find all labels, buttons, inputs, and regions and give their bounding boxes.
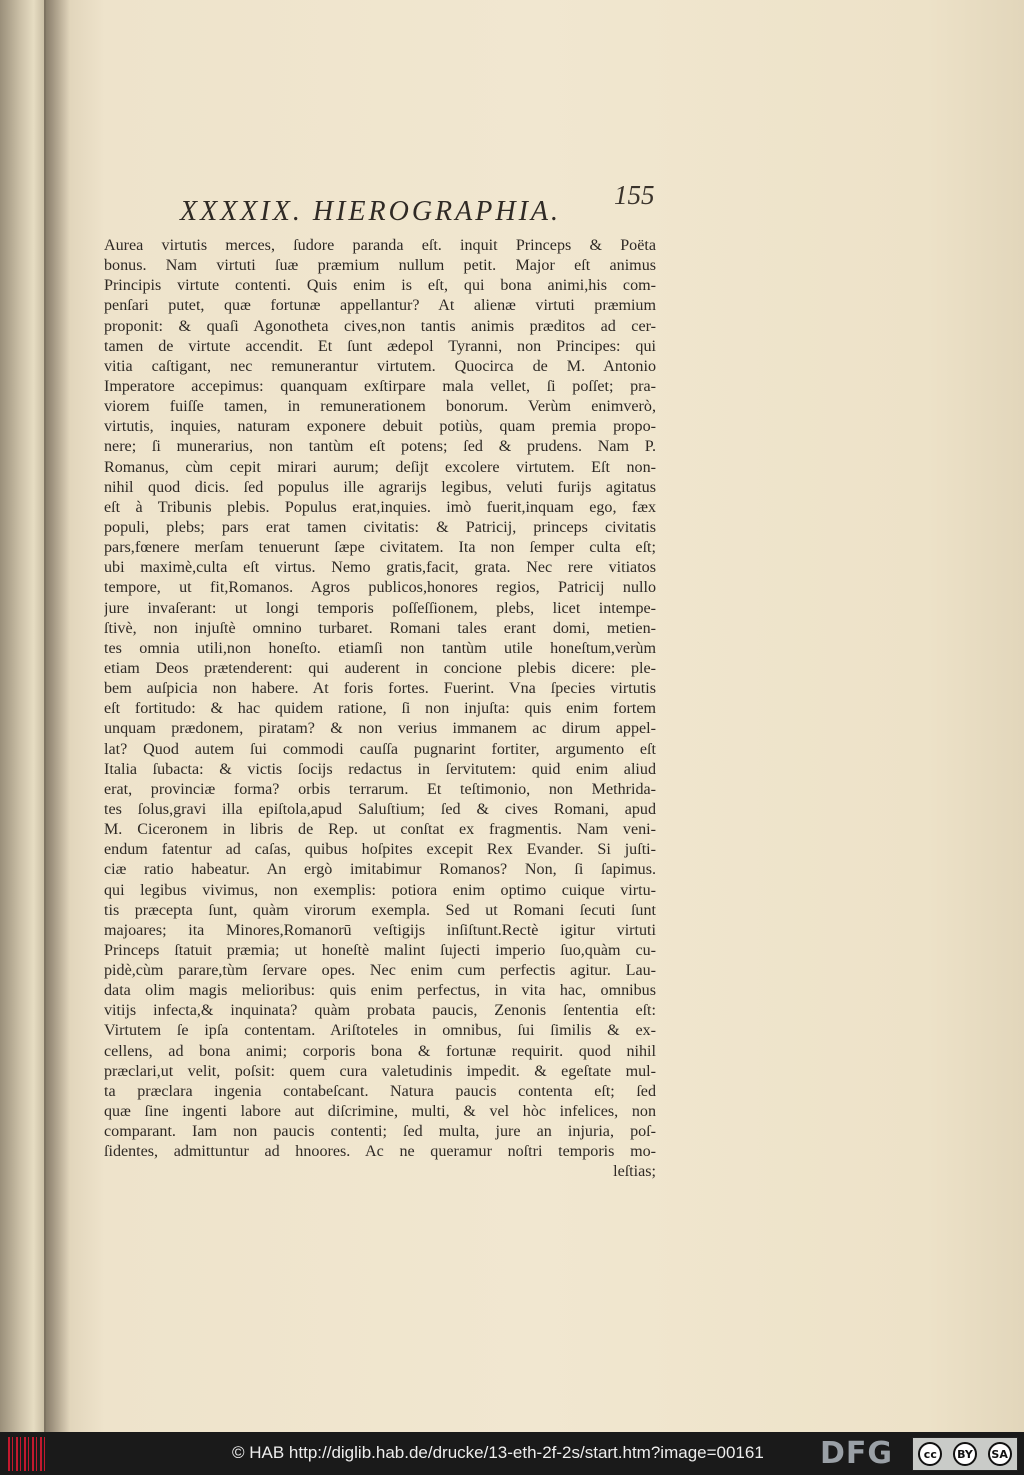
text-line: tempore, ut fit,Romanos. Agros publicos,honores regios, Patricij nullo (104, 579, 656, 597)
text-line: bem auſpicia non habere. At foris fortes. Fuerint. Vna ſpecies virtutis (104, 680, 656, 698)
text-line: eſt fortitudo: & hac quidem ratione, ſi non injuſta: quis enim fortem (104, 700, 656, 718)
text-line: ſtivè, non injuſtè omnino turbaret. Romani tales erant domi, metien- (104, 619, 656, 637)
text-line: Principis virtute contenti. Quis enim is eſt, qui bona animi,his com- (104, 277, 656, 295)
by-label: BY (957, 1447, 973, 1461)
text-line: proponit: & quaſi Agonotheta cives,non tantis animis præditos ad cer- (104, 317, 656, 335)
text-line: M. Ciceronem in libris de Rep. ut conſtat ex fragmentis. Nam veni- (104, 821, 656, 839)
text-line: Virtutem ſe ipſa contentam. Ariſtoteles in omnibus, ſui ſimilis & ex- (104, 1022, 656, 1040)
text-line: nere; ſi munerarius, non tantùm eſt potens; ſed & prudens. Nam P. (104, 438, 656, 456)
text-line: erat, provinciæ forma? orbis terrarum. Et teſtimonio, non Methrida- (104, 780, 656, 798)
text-line: Italia ſubacta: & victis ſocijs redactus in ſervitutem: quid enim aliud (104, 760, 656, 778)
text-line: tes omnia utili,non honeſto. etiamſi non tantùm utile honeſtum,verùm (104, 639, 656, 657)
text-line: pars,fœnere merſam tenuerunt ſæpe civitatem. Ita non ſemper culta eſt; (104, 539, 656, 557)
text-line: qui legibus vivimus, non exemplis: potiora enim optimo cuique virtu- (104, 881, 656, 899)
license-badge[interactable] (912, 1437, 1018, 1471)
citation-link[interactable]: © HAB http://diglib.hab.de/drucke/13-eth-2f-2s/start.htm?image=00161 (232, 1443, 764, 1462)
text-line: populi, plebs; pars erat tamen civitatis: & Patricij, princeps civitatis (104, 518, 656, 536)
text-line: Romanus, cùm cepit mirari aurum; deſijt excolere virtutem. Eſt non- (104, 458, 656, 476)
text-line: data olim magis melioribus: quis enim perfectus, in vita hac, omnibus (104, 982, 656, 1000)
text-line: virtutis, inquies, naturam exponere debuit potiùs, quam premia propo- (104, 418, 656, 436)
spine-shadow (44, 0, 70, 1432)
chapter-heading: XXXXIX. HIEROGRAPHIA. (180, 196, 561, 227)
by-icon (953, 1442, 977, 1466)
text-line: tes ſolus,gravi illa epiſtola,apud Saluſtium; ſed & cives Romani, apud (104, 800, 656, 818)
text-line: quæ ſine ingenti labore aut diſcrimine, multi, & vel hòc infelices, non (104, 1103, 656, 1121)
dfg-logo: DFG (820, 1436, 894, 1471)
sa-icon (988, 1442, 1012, 1466)
text-line: tis præcepta ſunt, quàm virorum exempla. Sed ut Romani ſecuti ſunt (104, 901, 656, 919)
text-line: ciæ ratio habeatur. An ergò imitabimur Romanos? Non, ſi ſapimus. (104, 861, 656, 879)
text-line: jure invaſerant: ut longi temporis poſſeſſionem, plebs, licet intempe- (104, 599, 656, 617)
text-line: ta præclara ingenia contabeſcant. Natura paucis contenta eſt; ſed (104, 1082, 656, 1100)
text-line: cellens, ad bona animi; corporis bona & fortunæ requirit. quod nihil (104, 1042, 656, 1060)
text-line: leſtias; (613, 1163, 656, 1181)
text-line: etiam Deos prætenderent: qui auderent in concione plebis dicere: ple- (104, 659, 656, 677)
text-line: unquam prædonem, piratam? & non verius immanem ac dirum appel- (104, 720, 656, 738)
text-line: majoares; ita Minores,Romanorū veſtigijs inſiſtunt.Rectè igitur virtuti (104, 921, 656, 939)
sa-label: SA (991, 1447, 1008, 1461)
text-line: tamen de virtute accendit. Et ſunt ædepol Tyranni, non Principes: qui (104, 337, 656, 355)
text-line: præclari,ut velit, poſsit: quem cura valetudinis impedit. & egeſtate mul- (104, 1062, 656, 1080)
text-line: pidè,cùm parare,tùm ſervare opes. Nec enim cum perfectis agitur. Lau- (104, 962, 656, 980)
text-line: nihil quod dicis. ſed populus ille agrarijs legibus, veluti furijs agitatus (104, 478, 656, 496)
text-line: Imperatore accepimus: quanquam exſtirpare mala vellet, ſi poſſet; pra- (104, 377, 656, 395)
text-line: lat? Quod autem ſui commodi cauſſa pugnarint fortiter, argumento eſt (104, 740, 656, 758)
text-line: endum fatentur ad caſas, quibus hoſpites excepit Rex Evander. Si juſti- (104, 841, 656, 859)
text-line: comparant. Iam non paucis contenti; ſed multa, jure an injuria, poſ- (104, 1123, 656, 1141)
text-line: eſt à Tribunis plebis. Populus erat,inquies. imò fuerit,inquam ego, fæx (104, 498, 656, 516)
text-line: ubi maximè,culta eſt virtus. Nemo gratis,facit, grata. Nec rere vitiatos (104, 559, 656, 577)
left-page-edge (0, 0, 48, 1432)
text-line: vitia caſtigant, nec remunerantur virtutem. Quocirca de M. Antonio (104, 357, 656, 375)
text-line: Aurea virtutis merces, ſudore paranda eſt. inquit Princeps & Poëta (104, 237, 656, 254)
text-line: bonus. Nam virtuti ſuæ præmium nullum petit. Major eſt animus (104, 257, 656, 275)
text-line: viorem fuiſſe tamen, in remunerationem bonorum. Verùm enimverò, (104, 398, 656, 416)
barcode-icon (8, 1437, 48, 1471)
text-line: vitijs infecta,& inquinata? quàm probata paucis, Zenonis ſententia eſt: (104, 1002, 656, 1020)
text-line: penſari putet, quæ fortunæ appellantur? At alienæ virtuti præmium (104, 297, 656, 315)
body-text (104, 236, 656, 1183)
text-line: ſidentes, admittuntur ad hnoores. Ac ne queramur noſtri temporis mo- (104, 1143, 656, 1161)
page-number: 155 (614, 180, 655, 210)
cc-icon: cc (918, 1442, 942, 1466)
text-line: Princeps ſtatuit præmia; ut honeſtè malint ſujecti imperio ſuo,quàm cu- (104, 941, 656, 959)
